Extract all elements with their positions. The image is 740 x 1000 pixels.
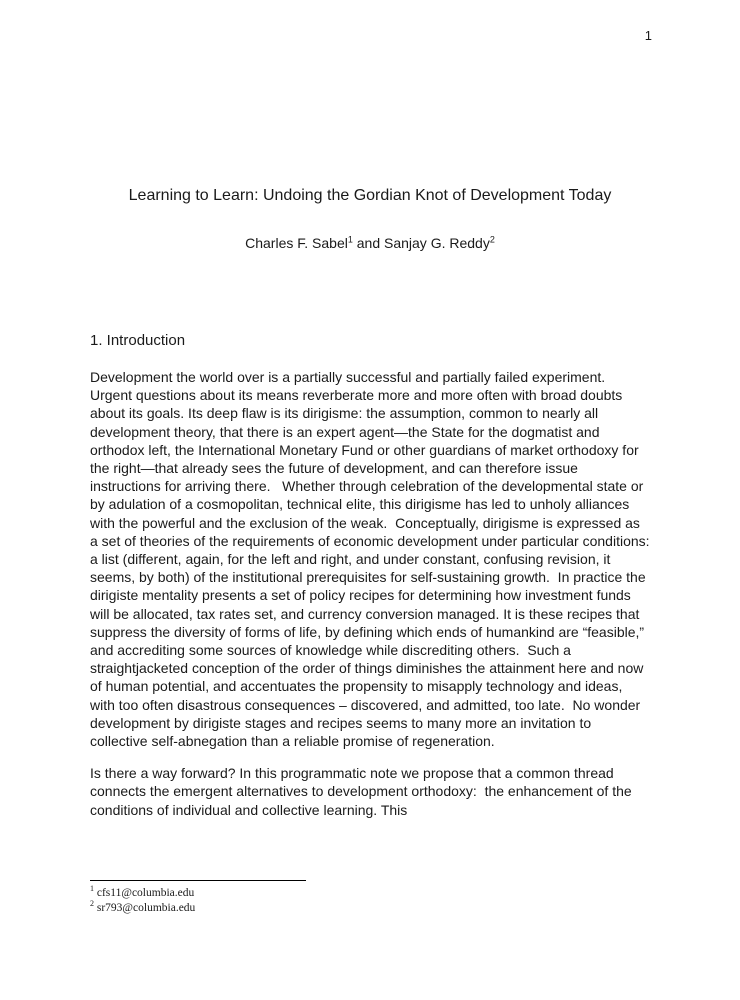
author-line: [90, 235, 650, 252]
author-footnote-ref-1: 1: [347, 234, 353, 245]
introduction-paragraph-1: Development the world over is a partially successful and partially failed experiment. Urgent questions about its means reverberate more and more often with broad doubts about its goals. Its deep flaw is its dirigisme: the assumption, common to nearly all development theory, that there is an expert agent—the State for the dogmatist and orthodox left, the International Monetary Fund or other guardians of market orthodoxy for the right—that already sees the future of development, and can therefore issue instructions for arriving there. Whether through celebration of the developmental state or by adulation of a cosmopolitan, technical elite, this dirigisme has led to unholy alliances with the powerful and the exclusion of the weak. Conceptually, dirigisme is expressed as a set of theories of the requirements of economic development under particular conditions: a list (different, again, for the left and right, and under constant, confusing revision, it seems, by both) of the institutional prerequisites for self-sustaining growth. In practice the dirigiste mentality presents a set of policy recipes for determining how investment funds will be allocated, tax rates set, and currency conversion managed. It is these recipes that suppress the diversity of forms of life, by defining which ends of humankind are “feasible,” and accrediting some sources of knowledge while discrediting others. Such a straightjacketed conception of the order of things diminishes the attainment here and now of human potential, and accentuates the propensity to misapply technology and ideas, with too often disastrous consequences – discovered, and admitted, too late. No wonder development by dirigiste stages and recipes seems to many more an invitation to collective self-abnegation than a reliable promise of regeneration.: [90, 369, 654, 750]
footnote-text-2: sr793@columbia.edu: [96, 902, 196, 914]
footnote-text-1: cfs11@columbia.edu: [96, 887, 195, 899]
author-connector: and: [352, 235, 384, 251]
footnote-1: [90, 886, 195, 901]
author-name-1: Charles F. Sabel: [245, 235, 348, 251]
footnote-separator: [90, 880, 306, 881]
section-heading-introduction: 1. Introduction: [90, 332, 186, 349]
author-name-2: Sanjay G. Reddy: [384, 235, 490, 251]
paper-title: Learning to Learn: Undoing the Gordian Knot of Development Today: [128, 187, 612, 204]
introduction-paragraph-2: Is there a way forward? In this programmatic note we propose that a common thread connects the emergent alternatives to development orthodoxy: the enhancement of the conditions of individual and collective learning. This: [90, 765, 636, 818]
footnote-marker-2: 2: [90, 899, 94, 909]
footnote-marker-1: 1: [90, 884, 94, 894]
author-footnote-ref-2: 2: [489, 234, 495, 245]
footnotes: [90, 886, 195, 916]
footnote-2: [90, 901, 195, 916]
page-number: 1: [644, 28, 652, 43]
